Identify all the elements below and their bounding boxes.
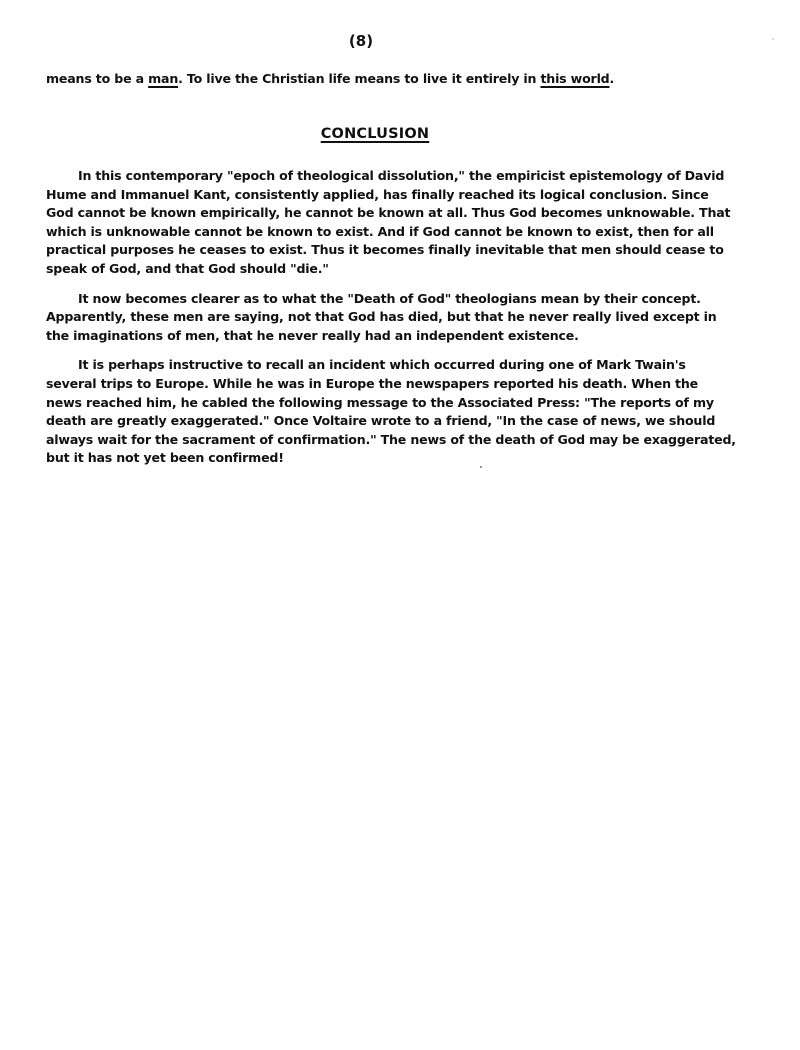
- underlined-this-world: this world: [540, 71, 610, 86]
- underlined-man: man: [148, 71, 179, 86]
- scan-speck: [772, 38, 774, 40]
- continued-text-end: .: [609, 71, 615, 86]
- scan-speck: [480, 466, 482, 468]
- paragraph-mark-twain: It is perhaps instructive to recall an incident which occurred during one of Mark Twain's several trips to Europe. While he was in Europe the newspapers reported his death. When the news reached him, he cabled the following message to the Associated Press: "The reports of my death are greatly exaggerated." Once Voltaire wrote to a friend, "In the case of news, we should always wait for the sacrament of confirmation." The news of the death of God may be exaggerated, but it has not yet been confirmed!: [46, 357, 736, 466]
- continued-text-middle: . To live the Christian life means to live it entirely in: [178, 71, 541, 86]
- paragraph-empiricism: In this contemporary "epoch of theological dissolution," the empiricist epistemology of David Hume and Immanuel Kant, consistently applied, has finally reached its logical conclusion. Since God cannot be known empirically, he cannot be known at all. Thus God becomes unknowable. That which is unknowable cannot be known to exist. And if God cannot be known to exist, then for all practical purposes he ceases to exist. Thus it becomes finally inevitable that men should cease to speak of God, and that God should "die.": [46, 168, 731, 276]
- continued-text-start: means to be a: [46, 71, 149, 86]
- paragraph-death-of-god: It now becomes clearer as to what the "Death of God" theologians mean by their concept. Apparently, these men are saying, not that God has died, but that he never really lived except in the imaginations of men, that he never really had an independent existence.: [46, 290, 717, 343]
- continued-line: [46, 70, 736, 89]
- page-number: (8): [348, 32, 374, 50]
- conclusion-body: [46, 167, 736, 468]
- section-heading: [0, 126, 750, 142]
- conclusion-heading: CONCLUSION: [320, 126, 430, 142]
